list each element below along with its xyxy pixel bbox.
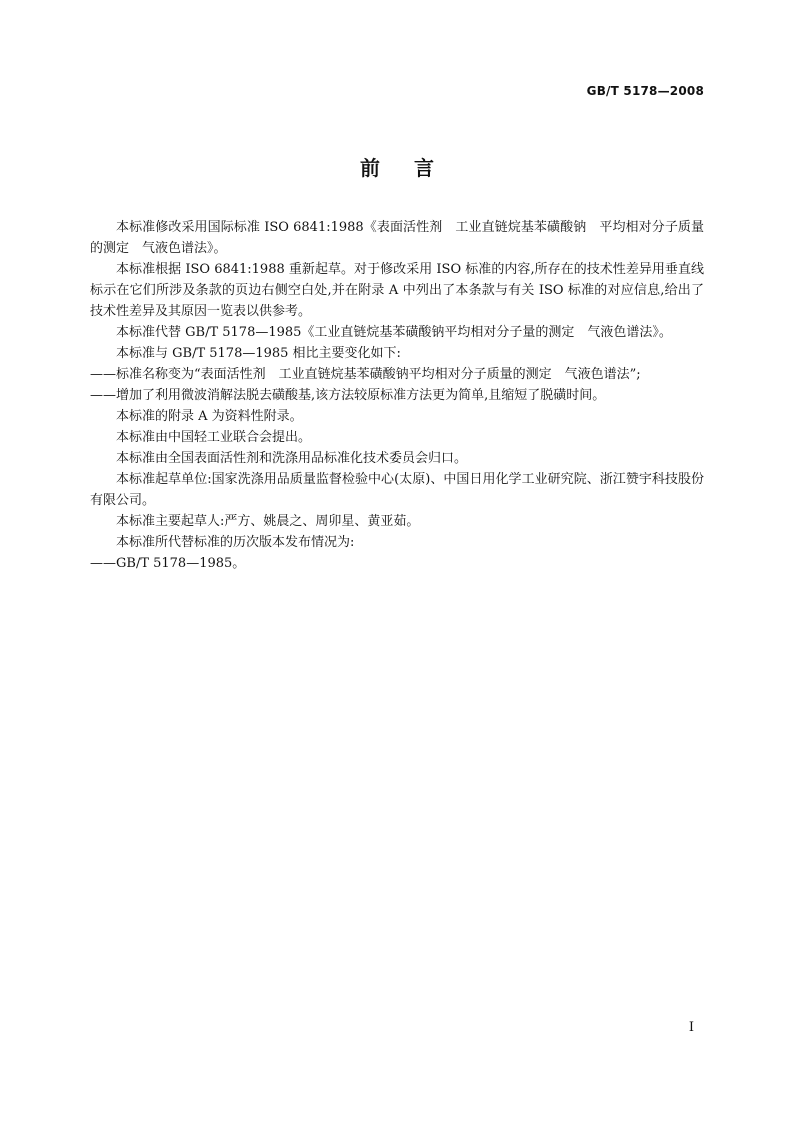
page-number: I: [688, 1020, 694, 1035]
paragraph-changes-intro: 本标准与 GB/T 5178—1985 相比主要变化如下:: [116, 346, 401, 361]
title-char-2: 言: [414, 156, 434, 180]
history-item-text: GB/T 5178—1985。: [116, 556, 246, 571]
page-title: [0, 152, 794, 181]
dash-mark: ——: [90, 388, 116, 403]
paragraph-replaces: 本标准代替 GB/T 5178—1985《工业直链烷基苯磺酸钠平均相对分子量的测定 气液色谱法》。: [116, 325, 672, 340]
title-char-1: 前: [360, 156, 380, 180]
paragraph-redraft: 本标准根据 ISO 6841:1988 重新起草。对于修改采用 ISO 标准的内容,所存在的技术性差异用垂直线标示在它们所涉及条款的页边右侧空白处,并在附录 A 中列出了本条款与有关 ISO 标准的对应信息,给出了技术性差异及其原因一览表以供参考。: [90, 262, 704, 319]
paragraph-annex: 本标准的附录 A 为资料性附录。: [116, 409, 303, 424]
dash-mark: ——: [90, 556, 116, 571]
foreword-body: [90, 217, 704, 574]
paragraph-drafters: 本标准主要起草人:严方、姚晨之、周卯星、黄亚茹。: [116, 514, 420, 529]
dash-mark: ——: [90, 367, 116, 382]
paragraph-proposer: 本标准由中国轻工业联合会提出。: [116, 430, 312, 445]
change-item-microwave: [90, 385, 704, 406]
paragraph-history-intro: 本标准所代替标准的历次版本发布情况为:: [116, 535, 355, 550]
change-item-title-text: 标准名称变为“表面活性剂 工业直链烷基苯磺酸钠平均相对分子质量的测定 气液色谱法”;: [116, 367, 641, 382]
paragraph-adoption: 本标准修改采用国际标准 ISO 6841:1988《表面活性剂 工业直链烷基苯磺酸钠 平均相对分子质量的测定 气液色谱法》。: [90, 220, 704, 256]
paragraph-committee: 本标准由全国表面活性剂和洗涤用品标准化技术委员会归口。: [116, 451, 468, 466]
change-item-microwave-text: 增加了利用微波消解法脱去磺酸基,该方法较原标准方法更为简单,且缩短了脱磺时间。: [116, 388, 606, 403]
paragraph-drafting-units: 本标准起草单位:国家洗涤用品质量监督检验中心(太原)、中国日用化学工业研究院、浙江赞宇科技股份有限公司。: [90, 472, 704, 508]
standard-code: GB/T 5178—2008: [586, 84, 704, 98]
change-item-title: [90, 364, 704, 385]
history-item: [90, 553, 704, 574]
